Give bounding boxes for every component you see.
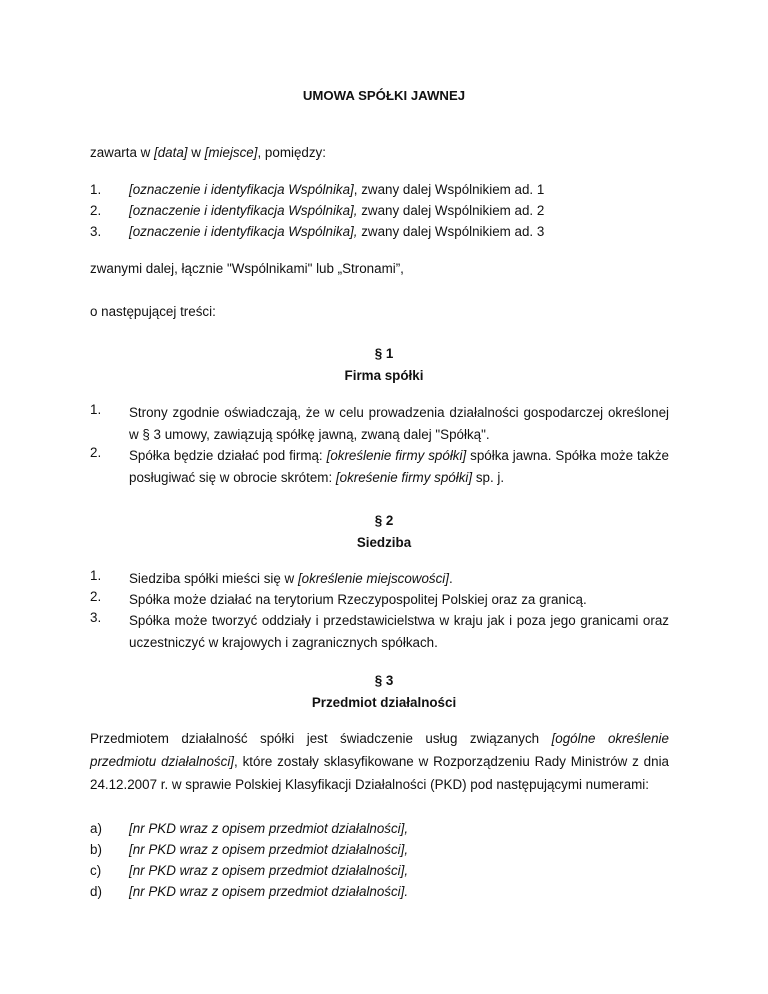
section-heading: Firma spółki (344, 368, 424, 383)
list-letter: a) (90, 821, 102, 836)
intro-mid: w (187, 145, 205, 160)
item-number: 2. (90, 203, 102, 218)
text-part: . (449, 571, 453, 586)
section-2-item-1 (129, 568, 669, 590)
list-letter: c) (90, 863, 102, 878)
activity-placeholder: [ogólne określenie przedmiotu działalności] (90, 731, 669, 769)
section-3-paragraph (90, 727, 669, 796)
partner-placeholder: [oznaczenie i identyfikacja Wspólnika] (129, 182, 354, 197)
partner-rest: , zwany dalej Wspólnikiem ad. 1 (353, 182, 545, 197)
list-letter: d) (90, 884, 102, 899)
section-sign: § 3 (374, 673, 394, 688)
section-1-header (0, 343, 768, 387)
section-sign: § 2 (374, 513, 394, 528)
item-number: 3. (90, 224, 102, 239)
section-1-item-1: Strony zgodnie oświadczają, że w celu prowadzenia działalności gospodarczej określonej w § 3 umowy, zawiązują spółkę jawną, zwaną dalej "Spółką". (129, 405, 669, 442)
section-heading: Siedziba (356, 535, 412, 550)
section-3-header (0, 670, 768, 714)
text-part: sp. j. (472, 469, 505, 485)
partner-rest: zwany dalej Wspólnikiem ad. 3 (357, 224, 545, 239)
list-letter: b) (90, 842, 102, 857)
pkd-item: [nr PKD wraz z opisem przedmiot działalności], (129, 821, 409, 836)
intro-line (90, 145, 326, 160)
intro-suffix: , pomiędzy: (257, 145, 326, 160)
intro-place-placeholder: [miejsce] (204, 145, 258, 160)
intro-prefix: zawarta w (90, 145, 154, 160)
intro-date-placeholder: [data] (154, 145, 188, 160)
section-2-item-3: Spółka może tworzyć oddziały i przedstawicielstwa w kraju jak i poza jego granicami oraz uczestniczyć w krajowych i zagranicznych spółkach. (129, 613, 669, 650)
pkd-item: [nr PKD wraz z opisem przedmiot działalności], (129, 842, 409, 857)
item-number: 1. (90, 568, 102, 583)
pkd-item: [nr PKD wraz z opisem przedmiot działalności]. (129, 884, 409, 899)
company-abbrev-placeholder: [okreśenie firmy spółki] (335, 469, 473, 485)
item-number: 1. (90, 182, 102, 197)
location-placeholder: [określenie miejscowości] (297, 571, 450, 586)
following-line: o następującej treści: (90, 304, 216, 319)
document-title: UMOWA SPÓŁKI JAWNEJ (302, 88, 466, 103)
section-heading: Przedmiot działalności (311, 695, 457, 710)
item-number: 3. (90, 610, 102, 625)
section-sign: § 1 (374, 346, 394, 361)
section-2-item-2: Spółka może działać na terytorium Rzeczypospolitej Polskiej oraz za granicą. (129, 592, 587, 607)
text-part: Spółka będzie działać pod firmą: (129, 448, 327, 463)
item-text (129, 224, 544, 239)
partner-rest: zwany dalej Wspólnikiem ad. 2 (357, 203, 545, 218)
text-part: Przedmiotem działalność spółki jest świadczenie usług związanych (90, 731, 552, 746)
pkd-item: [nr PKD wraz z opisem przedmiot działalności], (129, 863, 409, 878)
text-part: , które zostały sklasyfikowane w Rozporządzeniu Rady Ministrów z dnia 24.12.2007 r. w sprawie Polskiej Klasyfikacji Działalności (PKD) pod następującymi numerami: (90, 754, 670, 792)
collective-line: zwanymi dalej, łącznie "Wspólnikami" lub „Stronami”, (90, 261, 404, 276)
partner-placeholder: [oznaczenie i identyfikacja Wspólnika], (129, 203, 358, 218)
item-number: 2. (90, 445, 102, 460)
item-text (129, 182, 544, 197)
item-number: 2. (90, 589, 102, 604)
section-1-item-2 (129, 445, 669, 488)
partner-placeholder: [oznaczenie i identyfikacja Wspólnika], (129, 224, 358, 239)
item-text (129, 203, 544, 218)
section-2-header (0, 510, 768, 554)
text-part: Siedziba spółki mieści się w (129, 571, 298, 586)
item-number: 1. (90, 402, 102, 417)
text-part: spółka jawna. Spółka może także posługiwać się w obrocie skrótem: (129, 448, 669, 485)
company-name-placeholder: [określenie firmy spółki] (326, 448, 467, 463)
